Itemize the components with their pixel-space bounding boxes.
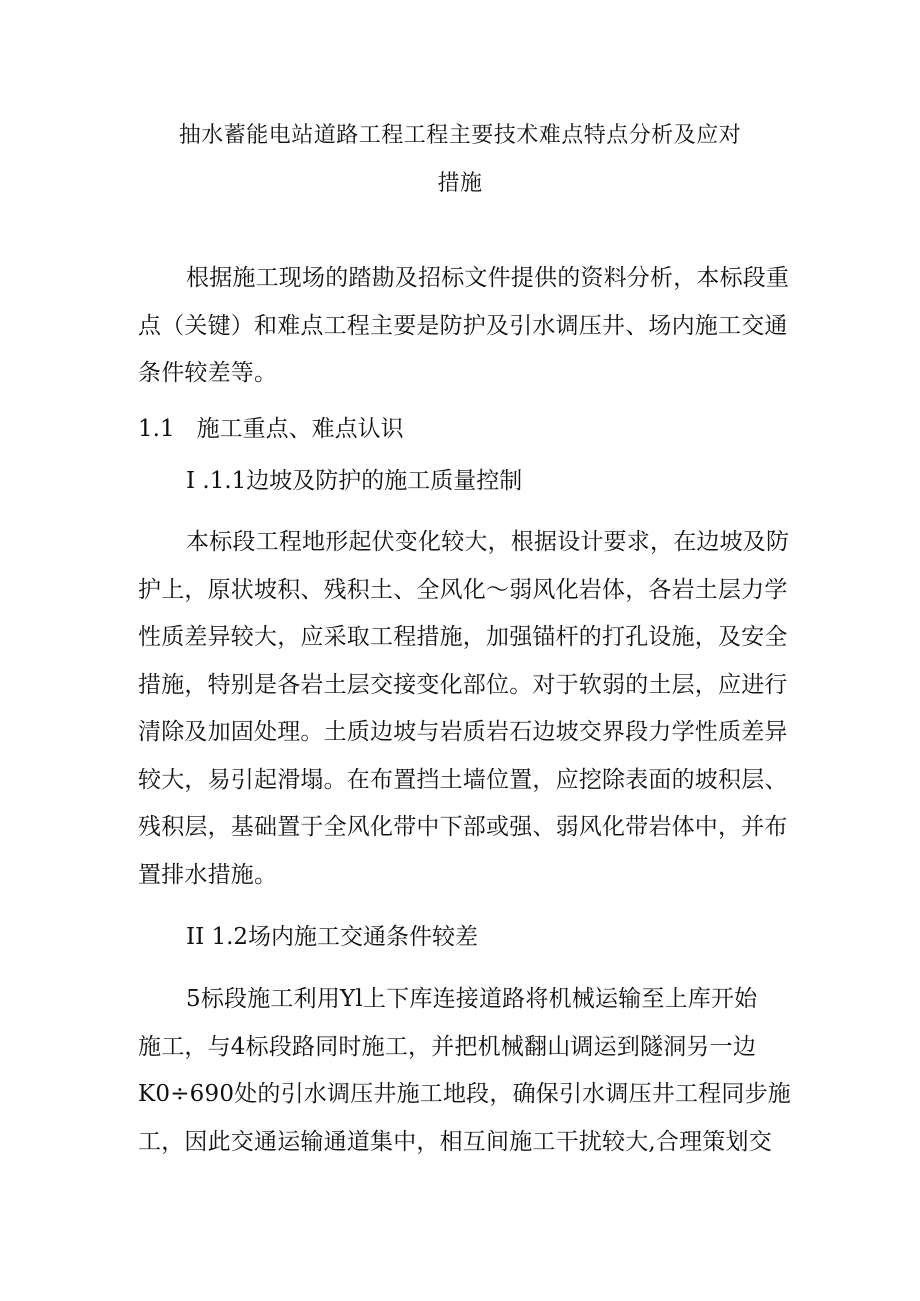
document-title-line-2: 措施: [437, 171, 483, 196]
subsection-heading-traffic: II 1.2场内施工交通条件较差: [186, 924, 479, 950]
paragraph-line: 护上，原状坡积、残积土、全风化～弱风化岩体，各岩土层力学: [138, 576, 788, 603]
paragraph-line: 残积层，基础置于全风化带中下部或强、弱风化带岩体中，并布: [138, 814, 788, 840]
paragraph-line: K0÷690处的引水调压井施工地段，确保引水调压井工程同步施: [138, 1081, 791, 1107]
paragraph-line: 施工，与4标段路同时施工，并把机械翻山调运到隧洞另一边: [138, 1033, 757, 1060]
paragraph-line: 置排水措施。: [138, 861, 278, 888]
paragraph-line: 清除及加固处理。土质边坡与岩质岩石边坡交界段力学性质差异: [138, 719, 788, 745]
paragraph-line: 较大，易引起滑塌。在布置挡土墙位置，应挖除表面的坡积层、: [138, 766, 788, 793]
section-heading-1-1: [138, 410, 404, 443]
paragraph-line: 本标段工程地形起伏变化较大，根据设计要求，在边坡及防: [186, 529, 790, 555]
paragraph-line: 根据施工现场的踏勘及招标文件提供的资料分析，本标段重: [186, 265, 790, 291]
paragraph-line: 工，因此交通运输通道集中，相互间施工干扰较大,合理策划交: [138, 1128, 772, 1155]
slope-paragraph: [138, 519, 798, 899]
section-number: 1.1: [138, 416, 175, 442]
paragraph-line: 措施，特别是各岩土层交接变化部位。对于软弱的土层，应进行: [138, 671, 788, 698]
section-title: 施工重点、难点认识: [196, 416, 404, 442]
subsection-heading-slope: I .1.1边坡及防护的施工质量控制: [186, 468, 523, 494]
paragraph-line: 点（关键）和难点工程主要是防护及引水调压井、场内施工交通: [138, 312, 788, 339]
document-title-line-1: 抽水蓄能电站道路工程工程主要技术难点特点分析及应对: [178, 123, 742, 148]
intro-paragraph: [138, 255, 798, 398]
paragraph-line: 性质差异较大，应采取工程措施，加强锚杆的打孔设施，及安全: [138, 624, 788, 650]
paragraph-line: 条件较差等。: [138, 360, 278, 386]
traffic-paragraph: [138, 976, 798, 1166]
paragraph-line: 5标段施工利用Yl上下库连接道路将机械运输至上库开始: [186, 986, 758, 1012]
